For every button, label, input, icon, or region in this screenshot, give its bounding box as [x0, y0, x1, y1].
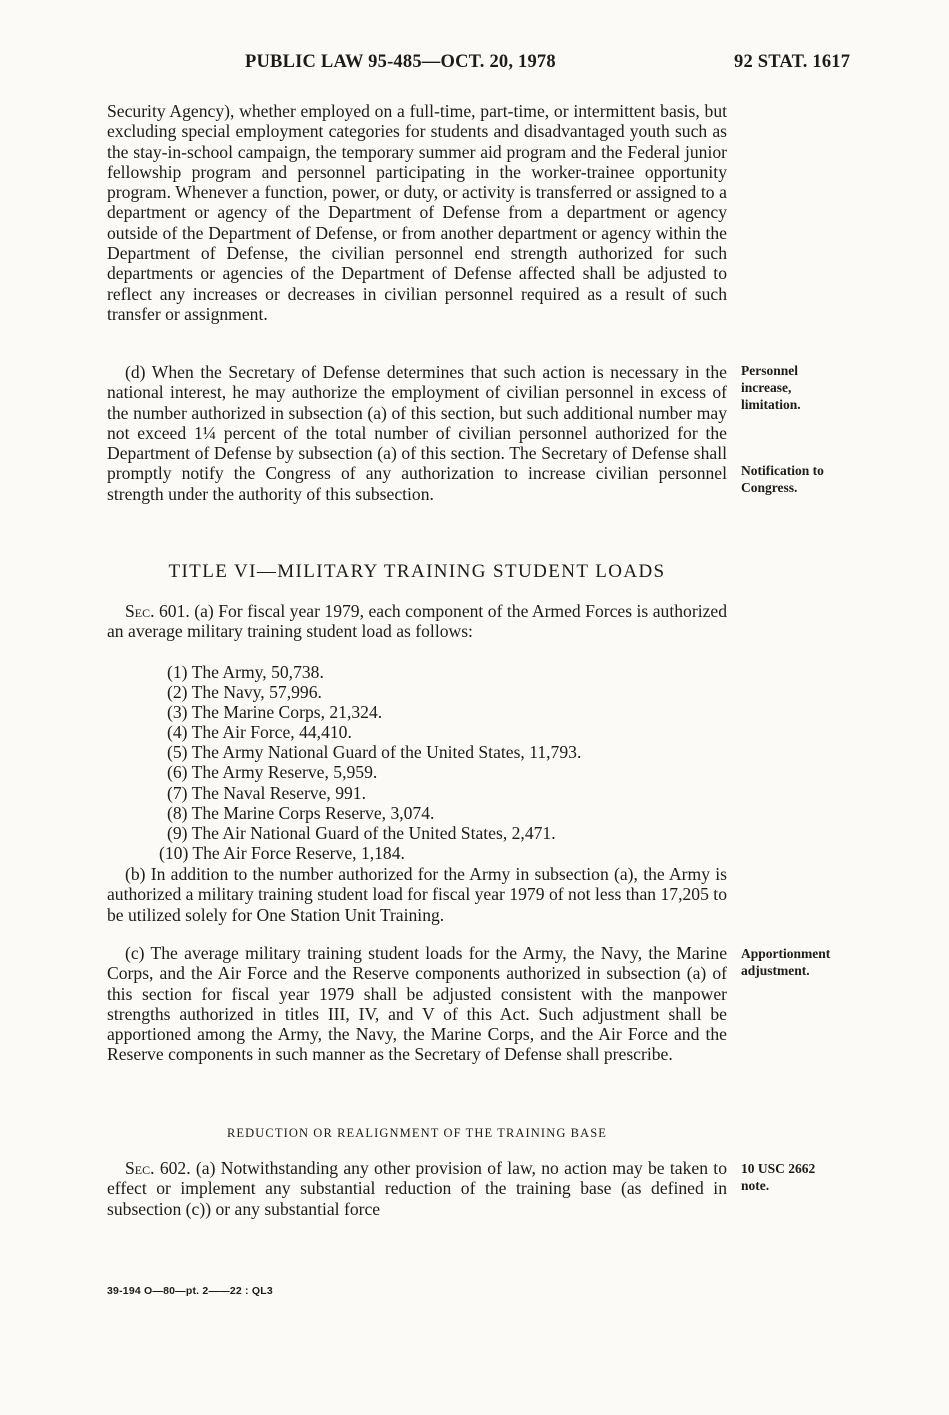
section-602-text — [107, 1158, 727, 1219]
paragraph-text: (c) The average military training student loads for the Army, the Navy, the Marine Corps, and the Air Force and the Reserve components authorized in subsection (a) of this section for fiscal year 1979 shall be adjusted consistent with the manpower strengths authorized in titles III, IV, and V of this Act. Such adjustment shall be apportioned among the Army, the Navy, the Marine Corps, and the Air Force and the Reserve components in such manner as the Secretary of Defense shall prescribe. — [107, 943, 727, 1065]
margin-note-usc-citation — [741, 1160, 841, 1194]
list-item: (6) The Army Reserve, 5,959. — [167, 762, 378, 783]
list-item: (10) The Air Force Reserve, 1,184. — [159, 842, 405, 863]
paragraph-text: (d) When the Secretary of Defense determines that such action is necessary in the national interest, he may authorize the employment of civilian personnel in excess of the number authorized in subsection (a) of this section, but such additional number may not exceed 1¼ percent of the total number of civilian personnel authorized for the Department of Defense by subsection (a) of this section. The Secretary of Defense shall promptly notify the Congress of any authorization to increase civilian personnel strength under the authority of this subsection. — [107, 362, 727, 504]
page-footer-code: 39-194 O—80—pt. 2——22 : QL3 — [107, 1285, 273, 1297]
section-602-body: 602. (a) Notwithstanding any other provision of law, no action may be taken to effect or implement any substantial reduction of the training base (as defined in subsection (c)) or any substantial force — [107, 1158, 727, 1219]
list-item: (7) The Naval Reserve, 991. — [167, 782, 367, 803]
list-item: (5) The Army National Guard of the United States, 11,793. — [167, 742, 582, 763]
section-601-intro — [107, 601, 727, 642]
list-item: (4) The Air Force, 44,410. — [167, 722, 352, 743]
subsection-c — [107, 943, 727, 1065]
student-load-list — [159, 662, 582, 863]
margin-note-text: Notification to Congress. — [741, 463, 824, 495]
margin-note-text: Personnel increase, limitation. — [741, 363, 801, 412]
section-601-body: 601. (a) For fiscal year 1979, each component of the Armed Forces is authorized an average military training student load as follows: — [107, 601, 727, 642]
section-label: Sec. — [125, 1158, 155, 1178]
subsection-b — [107, 864, 727, 925]
page-stat-number: 92 STAT. 1617 — [734, 52, 851, 72]
paragraph-text: Security Agency), whether employed on a full-time, part-time, or intermittent basis, but excluding special employment categories for students and disadvantaged youth such as the stay-in-school campaign, the temporary summer aid program and the Federal junior fellowship program and personnel participating in the worker-trainee opportunity program. Whenever a function, power, or duty, or activity is transferred or assigned to a department or agency of the Department of Defense from a department or agency outside of the Department of Defense, or from another department or agency within the Department of Defense, the civilian personnel end strength authorized for such departments or agencies of the Department of Defense affected shall be adjusted to reflect any increases or decreases in civilian personnel required as a result of such transfer or assignment. — [107, 101, 727, 324]
margin-note-text: Apportionment adjustment. — [741, 946, 831, 978]
continuation-paragraph — [107, 101, 727, 324]
list-item: (1) The Army, 50,738. — [167, 662, 324, 682]
list-item: (3) The Marine Corps, 21,324. — [167, 702, 383, 723]
section-label: Sec. — [125, 601, 155, 621]
section-602 — [107, 1158, 727, 1219]
margin-note-notification — [741, 462, 851, 496]
paragraph-text: (b) In addition to the number authorized for the Army in subsection (a), the Army is authorized a military training student load for fiscal year 1979 of not less than 17,205 to be utilized solely for One Station Unit Training. — [107, 864, 727, 925]
margin-note-personnel-increase — [741, 362, 821, 413]
running-header-title: PUBLIC LAW 95-485—OCT. 20, 1978 — [245, 52, 556, 72]
margin-note-text: 10 USC 2662 note. — [741, 1161, 816, 1193]
list-item: (8) The Marine Corps Reserve, 3,074. — [167, 802, 435, 823]
section-subheading: REDUCTION OR REALIGNMENT OF THE TRAINING BASE — [226, 1126, 608, 1140]
title-heading: TITLE VI—MILITARY TRAINING STUDENT LOADS — [168, 561, 666, 582]
list-item: (2) The Navy, 57,996. — [167, 682, 322, 703]
margin-note-apportionment — [741, 945, 849, 979]
section-601-text — [107, 601, 727, 642]
list-item: (9) The Air National Guard of the United States, 2,471. — [167, 822, 556, 843]
subsection-d — [107, 362, 727, 504]
